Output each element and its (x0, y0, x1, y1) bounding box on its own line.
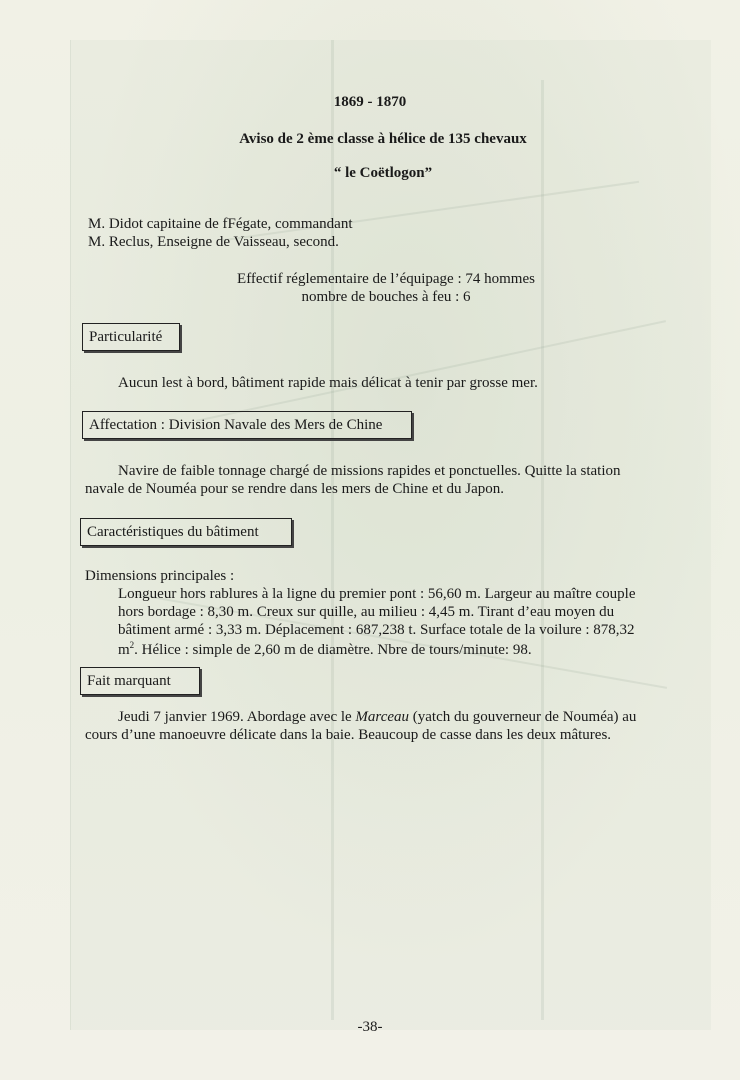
ship-class-heading: Aviso de 2 ème classe à hélice de 135 chevaux (239, 131, 527, 147)
fait-marquant-line-2: cours d’une manoeuvre délicate dans la baie. Beaucoup de casse dans les deux mâtures. (85, 727, 612, 743)
gun-count: nombre de bouches à feu : 6 (301, 289, 471, 305)
section-title-affectation: Affectation : Division Navale des Mers de Chine (82, 411, 412, 439)
section-title-fait-marquant: Fait marquant (80, 667, 200, 695)
dimensions-line-4 (118, 640, 532, 659)
fait-marquant-line-1 (118, 709, 636, 726)
crew-count: Effectif réglementaire de l’équipage : 74 hommes (237, 271, 535, 287)
years-heading: 1869 - 1870 (333, 94, 407, 110)
dimensions-label: Dimensions principales : (85, 568, 235, 584)
fait-marquant-line-1-start: Jeudi 7 janvier 1969. Abordage avec le (118, 709, 356, 725)
affectation-line-2: navale de Nouméa pour se rendre dans les mers de Chine et du Japon. (85, 481, 505, 497)
dimensions-line-4-unit: m (118, 642, 130, 658)
particularite-text: Aucun lest à bord, bâtiment rapide mais délicat à tenir par grosse mer. (118, 375, 538, 391)
section-title-caracteristiques: Caractéristiques du bâtiment (80, 518, 292, 546)
affectation-line-1: Navire de faible tonnage chargé de missions rapides et ponctuelles. Quitte la station (118, 463, 621, 479)
section-title-particularite: Particularité (82, 323, 180, 351)
dimensions-line-4-rest: . Hélice : simple de 2,60 m de diamètre. Nbre de tours/minute: 98. (134, 642, 532, 658)
dimensions-line-4-exponent: 2 (129, 640, 135, 650)
page-number: -38- (357, 1019, 383, 1035)
fait-marquant-line-1-end: (yatch du gouverneur de Nouméa) au (409, 709, 637, 725)
dimensions-line-1: Longueur hors rablures à la ligne du premier pont : 56,60 m. Largeur au maître couple (118, 586, 636, 602)
officer-commandant: M. Didot capitaine de fFégate, commandant (88, 216, 353, 232)
ship-marceau: Marceau (355, 709, 410, 725)
ship-name-heading: “ le Coëtlogon” (333, 165, 433, 181)
dimensions-line-2: hors bordage : 8,30 m. Creux sur quille, au milieu : 4,45 m. Tirant d’eau moyen du (118, 604, 615, 620)
officer-second: M. Reclus, Enseigne de Vaisseau, second. (88, 234, 339, 250)
dimensions-line-3: bâtiment armé : 3,33 m. Déplacement : 687,238 t. Surface totale de la voilure : 878,32 (118, 622, 635, 638)
